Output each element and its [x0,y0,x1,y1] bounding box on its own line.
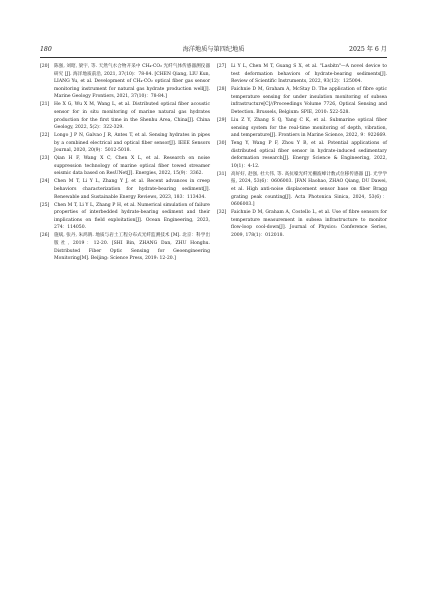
reference-text: 施斌, 张丹, 朱鸿鹄. 地质与岩土工程分布式光纤监测技术 [M]. 北京：科学出版社, 2019：12-20. [SHI Bin, ZHANG Dan, ZHU Honghu. Distributed Fiber Optic Sensing for Geoengineering Monitoring[M]. Beijing: Science Press, 2019: 12-20.] [54,233,210,262]
reference-number: [30] [217,141,227,147]
reference-item [217,86,387,116]
reference-number: [26] [40,233,50,239]
reference-text: Faichnie D M, Graham A, McStay D. The application of fibre optic temperature sensing for under insulation monitoring of subsea infrastructure[C]//Proceedings Volume 7726, Optical Sensing and Detection. Brussels, Belgium: SPIE, 2010: 522-528. [231,87,387,115]
reference-item [217,63,387,86]
reference-text: Li Y L, Chen M T, Guang S X, et al. "Lasbitn"—A novel device to test deformation behaviors of hydrate-bearing sediments[J]. Review of Scientific Instruments, 2022, 93(12)：125004. [231,64,387,85]
header-rule [40,57,387,58]
reference-item [217,140,387,170]
reference-number: [23] [40,156,50,162]
reference-column-right [217,63,387,240]
reference-text: Chen M T, Li Y L, Zhang P H, et al. Numerical simulation of failure properties of interbedded hydrate-bearing sediment and their implications on field exploitation[J]. Ocean Engineering, 2023, 274：114050. [54,202,210,231]
reference-number: [32] [217,210,227,216]
reference-text: Chen M T, Li Y L, Zhang Y J, et al. Recent advances in creep behaviors characterization for hydrate-bearing sediment[J]. Renewable and Sustainable Energy Reviews, 2023, 183：113434. [54,179,210,200]
reference-number: [21] [40,102,50,108]
reference-text: Teng Y, Wang P F, Zhou Y B, et al. Potential applications of distributed optical fiber sensor in hydrate-induced sedimentary deformation research[J]. Energy Science & Engineering, 2022, 10(1)：4-12. [231,141,387,169]
reference-column-left [40,63,210,263]
reference-item [40,178,210,201]
reference-text: He X G, Wu X M, Wang L, et al. Distributed optical fiber acoustic sensor for in situ monitoring of marine natural gas hydrates production for the first time in the Shenhu Area, China[J]. China Geology, 2022, 5(2)：322-329. [54,102,210,131]
reference-number: [24] [40,179,50,185]
reference-number: [20] [40,64,50,69]
reference-item [40,155,210,178]
reference-number: [27] [217,64,227,69]
reference-item [217,209,387,239]
reference-text: Qian H F, Wang X C, Chen X L, et al. Research on noise suppression technology of marine optical fiber towed streamer seismic data based on ResUNet[J]. Energies, 2022, 15(9)：3362. [54,156,210,177]
journal-name: 海洋地质与第四纪地质 [182,46,245,53]
reference-item [40,232,210,262]
reference-number: [22] [40,133,50,139]
reference-item [40,101,210,131]
reference-text: Longo J P N, Galvao J R, Antes T, et al. Sensing hydrates in pipes by a combined electrical and optical fiber sensor[J]. IEEE Sensors Journal, 2020, 20(9)：5012-5018. [54,133,210,154]
page-header [40,44,387,56]
reference-item [40,202,210,232]
page-number: 180 [40,46,52,53]
reference-item [217,171,387,209]
reference-item [217,117,387,140]
reference-item [40,132,210,155]
reference-text: Faichnie D M, Graham A, Costello L, et al. Use of fibre sensors for temperature measurement in subsea infrastructure to monitor flow-loop cool-down[J]. Journal of Physics: Conference Series, 2009, 178(1)：012018. [231,210,387,239]
reference-number: [25] [40,202,50,208]
reference-item [40,63,210,101]
reference-text: 陈强, 刘昭, 梁宇, 等. 天然气水合物开采中 CH₄-CO₂ 光纤气体传感器测仪器研究 [J]. 海洋地质前沿, 2021, 37(10)：78-84. [CHEN Qiang, LIU Kun, LIANG Yu, et al. Development of CH₄-CO₂ optical fiber gas sensor monitoring instrument for natural gas hydrate production well[J]. Marine Geology Frontiers, 2021, 37(10)：78-84.] [54,64,210,100]
reference-number: [28] [217,87,227,93]
reference-text: 高好好, 赵强, 杜大伟, 等. 高抗噪光纤光栅波峰计数式位移传感器 [J]. 光学学报, 2024, 53(6)：0606003. [FAN Haohao, ZHAO Qiang, DU Dawei, et al. High anti-noise displacement sensor base on fiber Bragg grating peak counting[J]. Acta Photonica Sinica, 2024, 53(6)：0606003.] [231,171,387,208]
reference-number: [31] [217,171,227,177]
issue-date: 2025 年 6 月 [349,46,387,53]
reference-number: [29] [217,117,227,123]
reference-text: Liu Z Y, Zhang S Q, Yang C K, et al. Submarine optical fiber sensing system for the real-time monitoring of depth, vibration, and temperature[J]. Frontiers in Marine Science, 2022, 9：922669. [231,117,387,139]
